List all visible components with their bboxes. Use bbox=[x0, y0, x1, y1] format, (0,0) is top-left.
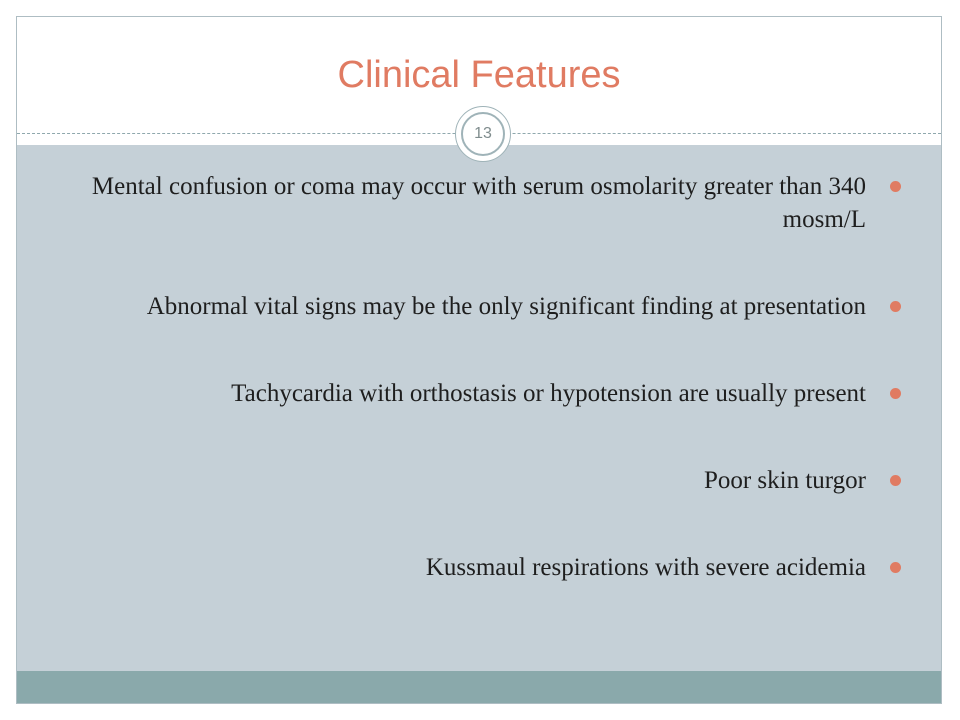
slide-title: Clinical Features bbox=[337, 54, 621, 96]
list-item bbox=[60, 170, 906, 236]
list-item bbox=[60, 290, 906, 323]
bullet-dot-icon bbox=[890, 388, 901, 399]
footer-bar bbox=[17, 671, 941, 703]
bullet-text: Poor skin turgor bbox=[703, 467, 866, 494]
bullet-text: Mental confusion or coma may occur with serum osmolarity greater than 340 mosm/L bbox=[91, 173, 866, 233]
list-item bbox=[60, 464, 906, 497]
bullet-text: Tachycardia with orthostasis or hypotension are usually present bbox=[231, 380, 866, 407]
list-item bbox=[60, 377, 906, 410]
bullet-list bbox=[60, 170, 906, 584]
bullet-dot-icon bbox=[890, 562, 901, 573]
bullet-dot-icon bbox=[890, 181, 901, 192]
page-number-badge bbox=[455, 106, 511, 162]
page-number: 13 bbox=[461, 112, 505, 156]
list-item bbox=[60, 551, 906, 584]
bullet-text: Kussmaul respirations with severe acidemia bbox=[425, 554, 866, 581]
bullet-text: Abnormal vital signs may be the only significant finding at presentation bbox=[146, 293, 866, 320]
bullet-dot-icon bbox=[890, 301, 901, 312]
bullet-dot-icon bbox=[890, 475, 901, 486]
